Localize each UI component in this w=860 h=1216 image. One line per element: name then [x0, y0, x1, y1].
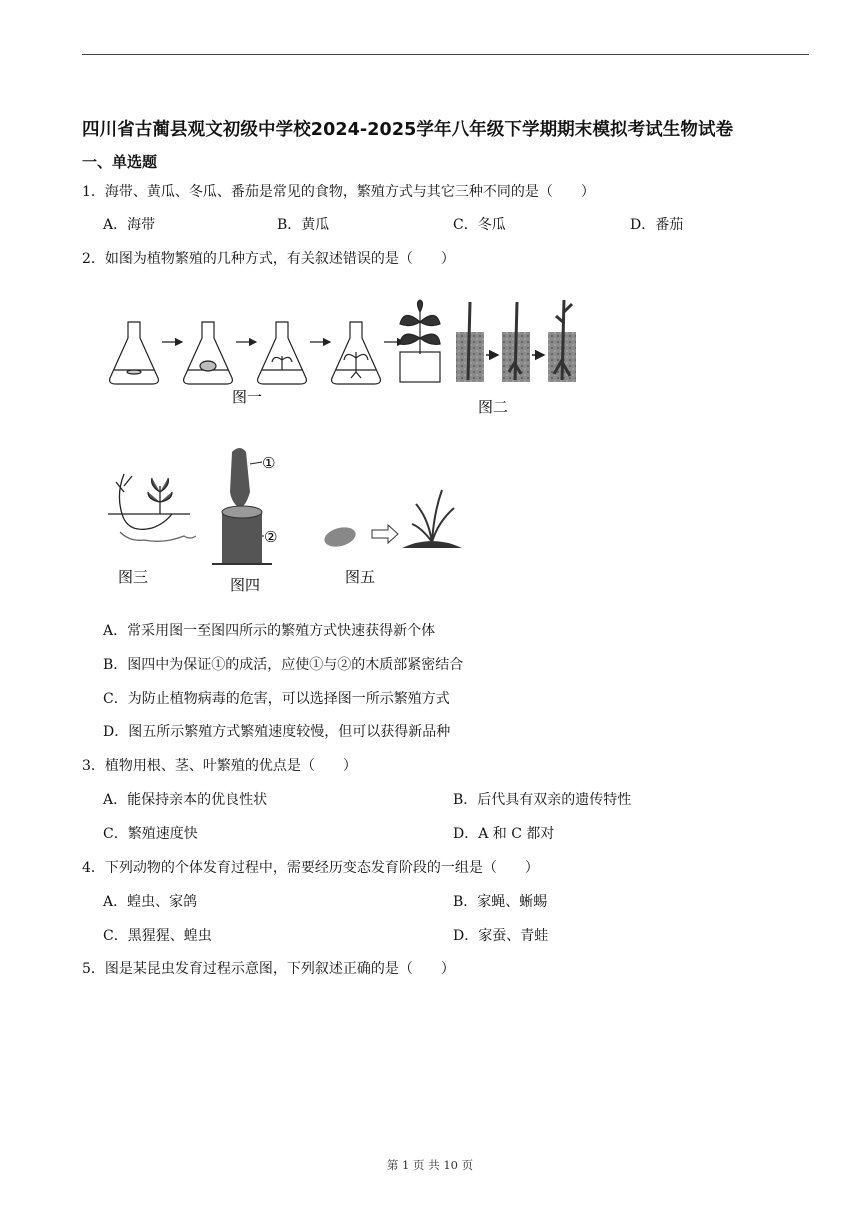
- q4-option-b: B．家蝇、蜥蜴: [453, 894, 548, 910]
- header-rule: [82, 54, 809, 55]
- propagation-figure: [100, 292, 600, 602]
- question-4-stem: 4．下列动物的个体发育过程中，需要经历变态发育阶段的一组是（ ）: [82, 860, 539, 876]
- seed-germination-drawing: [322, 490, 462, 550]
- q3-option-b: B．后代具有双亲的遗传特性: [453, 792, 632, 808]
- q3-option-c: C．繁殖速度快: [103, 826, 198, 842]
- question-5-stem: 5．图是某昆虫发育过程示意图，下列叙述正确的是（ ）: [82, 961, 455, 977]
- figure-5-label: 图五: [345, 568, 376, 586]
- figure-1-label: 图一: [232, 388, 263, 406]
- question-3-stem: 3．植物用根、茎、叶繁殖的优点是（ ）: [82, 758, 357, 774]
- section-heading: 一、单选题: [82, 153, 158, 171]
- q3-option-d: D．A 和 C 都对: [453, 826, 555, 842]
- layering-drawing: [108, 474, 196, 541]
- question-2-stem: 2．如图为植物繁殖的几种方式，有关叙述错误的是（ ）: [82, 251, 455, 267]
- q3-option-a: A．能保持亲本的优良性状: [103, 792, 268, 808]
- figure-2-label: 图二: [478, 398, 509, 416]
- q4-option-d: D．家蚕、青蛙: [453, 928, 549, 944]
- tissue-culture-sequence: [110, 300, 440, 384]
- rootstock-marker: ②: [264, 528, 278, 546]
- q1-option-c: C．冬瓜: [453, 217, 506, 233]
- page-footer: 第 1 页 共 10 页: [386, 1158, 474, 1172]
- figure-3-label: 图三: [118, 568, 149, 586]
- cutting-sequence: [456, 300, 576, 382]
- question-1-stem: 1．海带、黄瓜、冬瓜、番茄是常见的食物，繁殖方式与其它三种不同的是（ ）: [82, 184, 595, 200]
- q4-option-a: A．蝗虫、家鸽: [103, 894, 198, 910]
- q1-option-a: A．海带: [103, 217, 156, 233]
- q2-option-c: C．为防止植物病毒的危害，可以选择图一所示繁殖方式: [103, 691, 450, 707]
- q2-option-b: B．图四中为保证①的成活，应使①与②的木质部紧密结合: [103, 657, 464, 673]
- q1-option-d: D．番茄: [630, 217, 684, 233]
- figure-4-label: 图四: [230, 576, 261, 594]
- q2-option-d: D．图五所示繁殖方式繁殖速度较慢，但可以获得新品种: [103, 724, 451, 740]
- q4-option-c: C．黑猩猩、蝗虫: [103, 928, 212, 944]
- scion-marker: ①: [262, 454, 276, 472]
- q1-option-b: B．黄瓜: [277, 217, 330, 233]
- q2-option-a: A．常采用图一至图四所示的繁殖方式快速获得新个体: [103, 623, 436, 639]
- page-title: 四川省古蔺县观文初级中学校2024-2025学年八年级下学期期末模拟考试生物试卷: [82, 120, 734, 140]
